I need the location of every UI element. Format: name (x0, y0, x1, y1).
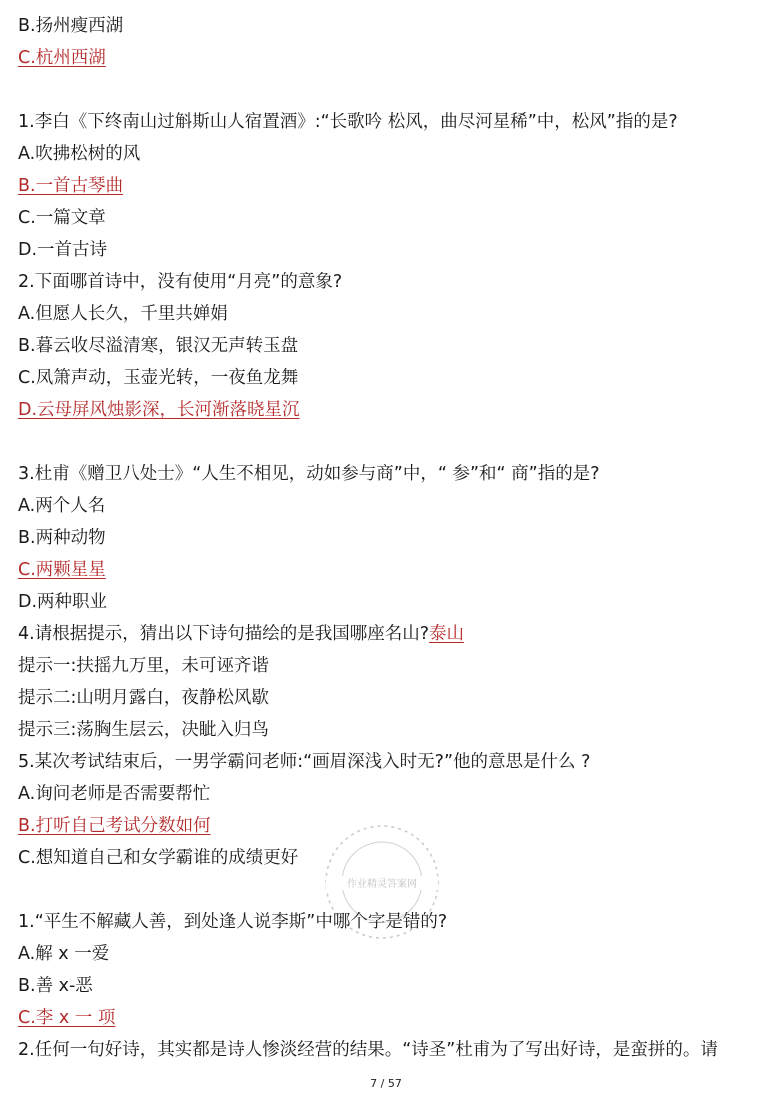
answer-option: B.一首古琴曲 (18, 176, 124, 196)
option-line: A.两个人名 (18, 496, 106, 516)
option-line: A.但愿人长久，千里共婵娟 (18, 304, 228, 324)
answer-line-wrap (18, 1006, 760, 1030)
option-line: A.询问老师是否需要帮忙 (18, 784, 211, 804)
option-line: D.两种职业 (18, 592, 108, 612)
answer-line-wrap (18, 558, 760, 582)
option-line: B.扬州瘦西湖 (18, 16, 124, 36)
option-line: B.善 x-恶 (18, 976, 93, 996)
option-line: C.凤箫声动，玉壶光转，一夜鱼龙舞 (18, 368, 299, 388)
hint-line: 提示一:扶摇九万里，未可诬齐谐 (18, 656, 269, 676)
question-line: 2.任何一句好诗，其实都是诗人惨淡经营的结果。“诗圣”杜甫为了写出好诗，是蛮拼的。请 (18, 1040, 718, 1060)
option-line: A.解 x 一爱 (18, 944, 110, 964)
answer-option: C.杭州西湖 (18, 48, 106, 68)
question-line (18, 622, 760, 646)
question-line: 5.某次考试结束后，一男学霸问老师:“画眉深浅入时无?”他的意思是什么 ? (18, 752, 591, 772)
option-line: B.暮云收尽溢清寒，银汉无声转玉盘 (18, 336, 299, 356)
answer-option: C.两颗星星 (18, 560, 106, 580)
answer-option: B.打听自己考试分数如何 (18, 816, 211, 836)
inline-answer: 泰山 (428, 624, 464, 644)
question-line: 2.下面哪首诗中，没有使用“月亮”的意象? (18, 272, 343, 292)
page-number: 7 / 57 (370, 1077, 402, 1090)
stamp-seal-icon (320, 820, 444, 944)
hint-line: 提示三:荡胸生层云，决眦入归鸟 (18, 720, 269, 740)
hint-line: 提示二:山明月露白，夜静松风歇 (18, 688, 269, 708)
answer-line-wrap (18, 46, 760, 70)
watermark-text: 作业精灵答案网 (347, 879, 417, 890)
question-line: 1.李白《下终南山过斛斯山人宿置酒》:“长歌吟 松风，曲尽河星稀”中，松风”指的是? (18, 112, 678, 132)
answer-line-wrap (18, 398, 760, 422)
answer-line-wrap (18, 174, 760, 198)
option-line: A.吹拂松树的风 (18, 144, 141, 164)
question-text: 4.请根据提示，猜出以下诗句描绘的是我国哪座名山? (18, 624, 429, 644)
option-line: C.一篇文章 (18, 208, 106, 228)
question-line: 1.“平生不解藏人善，到处逢人说李斯”中哪个字是错的? (18, 912, 448, 932)
option-line: C.想知道自己和女学霸谁的成绩更好 (18, 848, 299, 868)
option-line: B.两种动物 (18, 528, 106, 548)
question-line: 3.杜甫《赠卫八处士》“人生不相见，动如参与商”中，“ 参”和“ 商”指的是? (18, 464, 600, 484)
answer-option: D.云母屏风烛影深，长河渐落晓星沉 (18, 400, 300, 420)
option-line: D.一首古诗 (18, 240, 108, 260)
answer-option: C.李 x 一 项 (18, 1008, 116, 1028)
